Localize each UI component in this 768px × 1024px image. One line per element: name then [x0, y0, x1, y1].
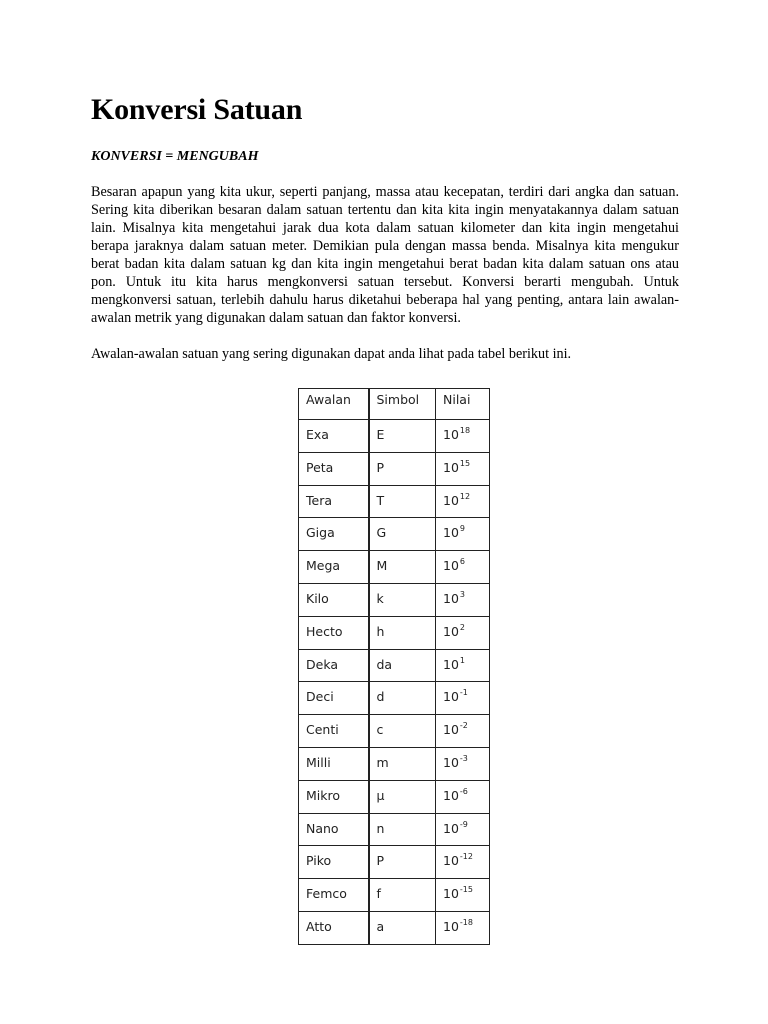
- table-row: [299, 551, 490, 584]
- value-exponent: -1: [459, 688, 468, 698]
- prefix-cell: Mega: [299, 551, 369, 584]
- value-cell: [436, 879, 490, 912]
- value-base: 10: [443, 853, 459, 869]
- symbol-cell: P: [369, 452, 436, 485]
- value-base: 10: [443, 623, 459, 639]
- prefix-cell: Centi: [299, 715, 369, 748]
- prefix-table-container: [298, 388, 490, 945]
- value-exponent: -6: [459, 786, 468, 796]
- symbol-cell: G: [369, 518, 436, 551]
- table-row: [299, 682, 490, 715]
- value-base: 10: [443, 427, 459, 442]
- table-intro: Awalan-awalan satuan yang sering digunakan dapat anda lihat pada tabel berikut ini.: [91, 346, 572, 362]
- symbol-cell: d: [369, 682, 436, 715]
- prefix-cell: Tera: [299, 485, 369, 518]
- table-row: [299, 518, 490, 551]
- value-cell: [436, 780, 490, 813]
- prefix-cell: Mikro: [299, 780, 369, 813]
- value-exponent: 1: [459, 655, 465, 665]
- table-row: [299, 420, 490, 453]
- value-base: 10: [443, 754, 459, 770]
- symbol-cell: a: [369, 911, 436, 944]
- document-page: [91, 92, 679, 363]
- symbol-cell: E: [369, 420, 436, 453]
- value-base: 10: [443, 590, 459, 606]
- value-cell: [436, 551, 490, 584]
- value-exponent: 3: [459, 589, 465, 599]
- table-row: [299, 780, 490, 813]
- value-exponent: 9: [459, 524, 465, 534]
- value-base: 10: [443, 886, 459, 902]
- value-cell: [436, 911, 490, 944]
- symbol-cell: n: [369, 813, 436, 846]
- table-row: [299, 583, 490, 616]
- table-row: [299, 485, 490, 518]
- table-row: [299, 649, 490, 682]
- value-cell: [436, 452, 490, 485]
- body-paragraph: Besaran apapun yang kita ukur, seperti panjang, massa atau kecepatan, terdiri dari angka dan satuan. Sering kita diberikan besaran dalam satuan tertentu dan kita kita ingin menyatakannya dalam satuan lain. Misalnya kita mengetahui jarak dua kota dalam satuan kilometer dan kita ingin mengetahui berapa jaraknya dalam satuan meter. Demikian pula dengan massa benda. Misalnya kita mengukur berat badan kita dalam satuan kg dan kita ingin mengetahui berat badan kita dalam satuan ons atau pon. Untuk itu kita harus mengkonversi satuan tersebut. Konversi berarti mengubah. Untuk mengkonversi satuan, terlebih dahulu harus diketahui beberapa hal yang penting, antara lain awalan-awalan metrik yang digunakan dalam satuan dan faktor konversi.: [91, 184, 679, 326]
- table-header-row: [299, 389, 490, 420]
- value-exponent: -18: [459, 917, 473, 927]
- table-row: [299, 715, 490, 748]
- symbol-cell: T: [369, 485, 436, 518]
- table-row: [299, 846, 490, 879]
- prefix-cell: Deka: [299, 649, 369, 682]
- value-cell: [436, 616, 490, 649]
- value-base: 10: [443, 722, 459, 738]
- symbol-cell: m: [369, 747, 436, 780]
- value-cell: [436, 583, 490, 616]
- header-value: Nilai: [436, 389, 490, 420]
- prefix-cell: Femco: [299, 879, 369, 912]
- value-exponent: -9: [459, 819, 468, 829]
- value-exponent: -12: [459, 852, 473, 862]
- value-base: 10: [443, 558, 459, 574]
- prefix-cell: Piko: [299, 846, 369, 879]
- value-base: 10: [443, 459, 459, 475]
- symbol-cell: c: [369, 715, 436, 748]
- value-base: 10: [443, 918, 459, 934]
- value-exponent: -15: [459, 885, 473, 895]
- value-exponent: 18: [459, 426, 471, 435]
- symbol-cell: P: [369, 846, 436, 879]
- value-base: 10: [443, 787, 459, 803]
- symbol-cell: da: [369, 649, 436, 682]
- prefix-cell: Peta: [299, 452, 369, 485]
- table-row: [299, 747, 490, 780]
- symbol-cell: k: [369, 583, 436, 616]
- prefix-cell: Deci: [299, 682, 369, 715]
- prefix-cell: Hecto: [299, 616, 369, 649]
- page-title: Konversi Satuan: [91, 93, 303, 126]
- value-cell: [436, 649, 490, 682]
- value-exponent: 12: [459, 491, 471, 501]
- header-prefix: Awalan: [299, 389, 369, 420]
- symbol-cell: f: [369, 879, 436, 912]
- header-symbol: Simbol: [369, 389, 436, 420]
- value-base: 10: [443, 820, 459, 836]
- table-row: [299, 452, 490, 485]
- value-base: 10: [443, 689, 459, 705]
- prefix-table: [298, 388, 490, 945]
- value-cell: [436, 682, 490, 715]
- prefix-cell: Kilo: [299, 583, 369, 616]
- prefix-cell: Atto: [299, 911, 369, 944]
- value-exponent: 6: [459, 557, 465, 567]
- table-row: [299, 879, 490, 912]
- table-row: [299, 813, 490, 846]
- value-exponent: 2: [459, 622, 465, 632]
- value-base: 10: [443, 492, 459, 508]
- value-cell: [436, 715, 490, 748]
- value-exponent: 15: [459, 458, 471, 468]
- value-exponent: -2: [459, 721, 468, 731]
- value-cell: [436, 846, 490, 879]
- value-exponent: -3: [459, 753, 468, 763]
- symbol-cell: M: [369, 551, 436, 584]
- value-cell: [436, 747, 490, 780]
- value-cell: [436, 485, 490, 518]
- symbol-cell: h: [369, 616, 436, 649]
- table-row: [299, 911, 490, 944]
- table-row: [299, 616, 490, 649]
- value-base: 10: [443, 525, 459, 541]
- prefix-cell: Giga: [299, 518, 369, 551]
- value-cell: [436, 420, 490, 453]
- subtitle: KONVERSI = MENGUBAH: [91, 149, 259, 164]
- prefix-cell: Nano: [299, 813, 369, 846]
- value-cell: [436, 813, 490, 846]
- prefix-cell: Exa: [299, 420, 369, 453]
- value-base: 10: [443, 656, 459, 672]
- prefix-cell: Milli: [299, 747, 369, 780]
- value-cell: [436, 518, 490, 551]
- symbol-cell: μ: [369, 780, 436, 813]
